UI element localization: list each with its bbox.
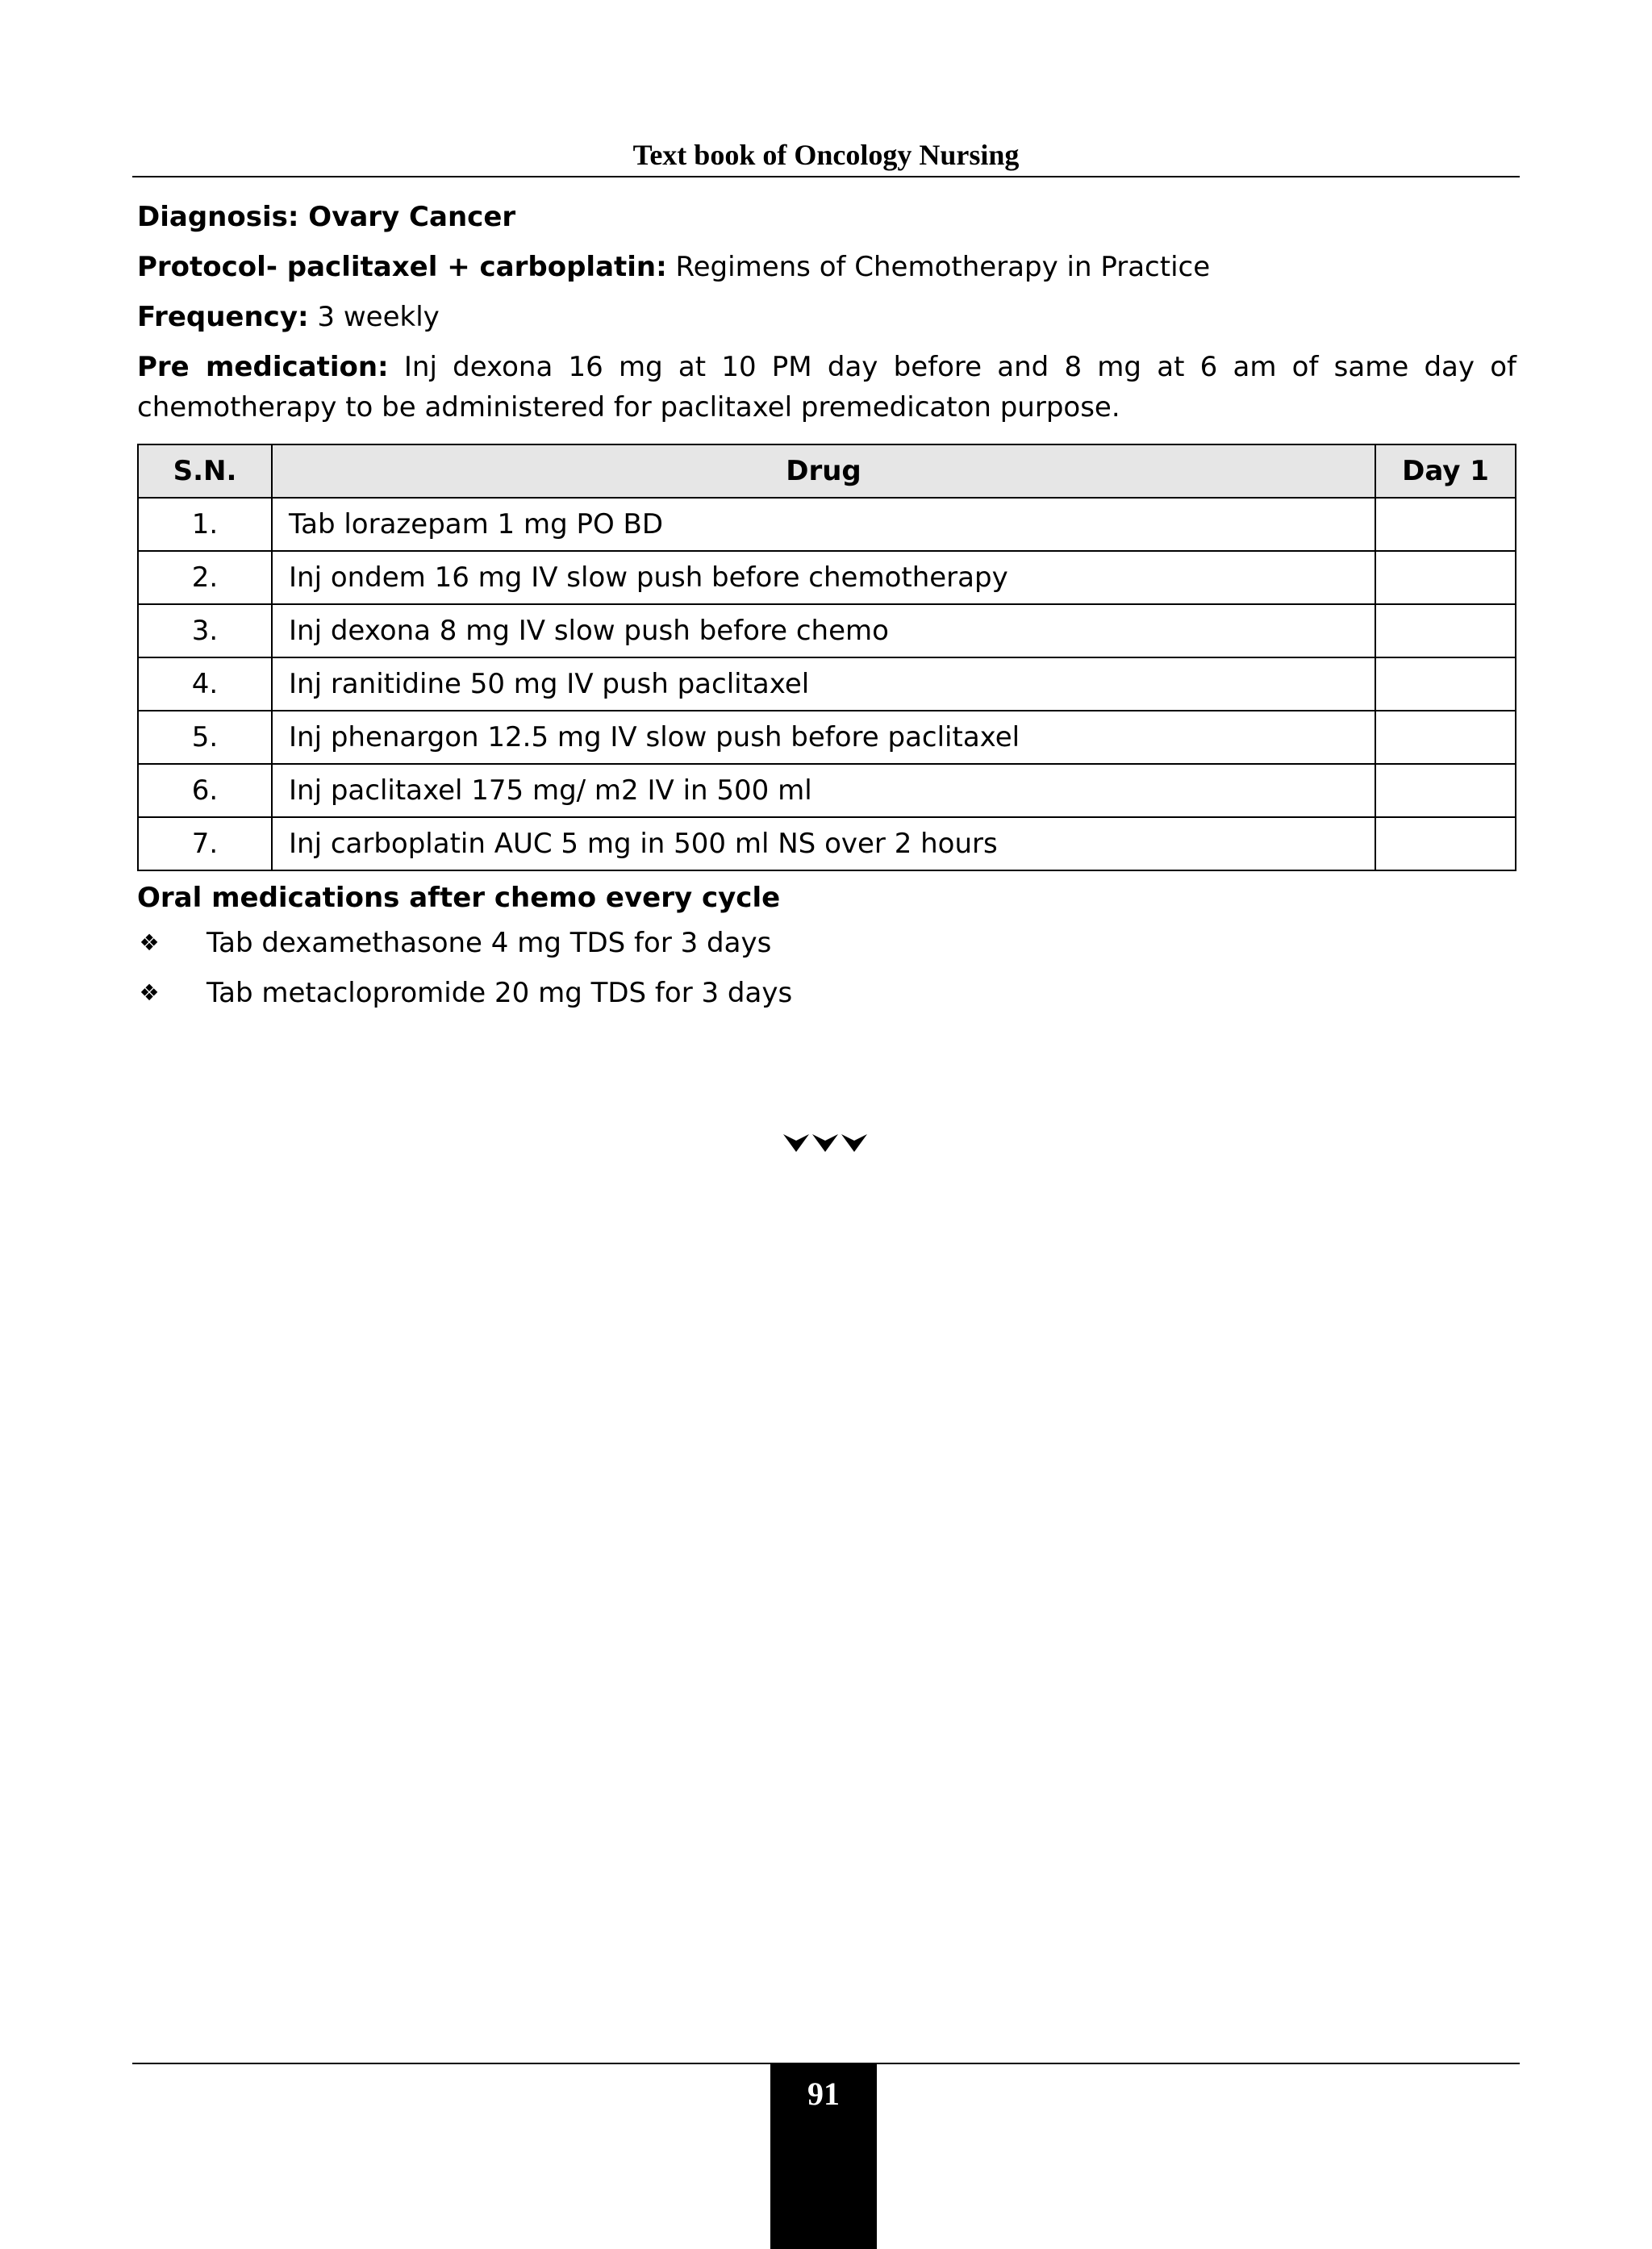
row-day-1 [1375,817,1516,870]
arrowhead-icon [812,1134,838,1152]
row-drug: Inj ondem 16 mg IV slow push before chemotherapy [272,551,1375,604]
protocol-label: Protocol- paclitaxel + carboplatin: [137,251,667,283]
row-day-1 [1375,604,1516,657]
protocol-value: Regimens of Chemotherapy in Practice [666,251,1211,283]
row-drug: Inj phenargon 12.5 mg IV slow push before paclitaxel [272,711,1375,764]
table-header-row [138,444,1516,498]
four-diamond-bullet-icon: ❖ [139,979,160,1006]
row-day-1 [1375,657,1516,711]
premedication-value: Inj dexona 16 mg at 10 PM day before and 8 mg at 6 am of same day of chemotherapy to be administered for paclitaxel premedicaton purpose. [137,351,1516,424]
four-diamond-bullet-icon: ❖ [139,929,160,956]
row-sn: 7. [138,817,272,870]
row-drug: Inj ranitidine 50 mg IV push paclitaxel [272,657,1375,711]
header-drug: Drug [272,444,1375,498]
table-row [138,604,1516,657]
row-sn: 6. [138,764,272,817]
row-sn: 1. [138,498,272,551]
protocol-line [137,247,1516,287]
row-drug: Inj paclitaxel 175 mg/ m2 IV in 500 ml [272,764,1375,817]
table-row [138,817,1516,870]
row-drug: Tab lorazepam 1 mg PO BD [272,498,1375,551]
oral-medications-list [137,918,1516,1018]
row-sn: 4. [138,657,272,711]
triple-arrowhead-ornament-icon [0,1131,1652,1162]
row-day-1 [1375,551,1516,604]
table-row [138,711,1516,764]
row-day-1 [1375,711,1516,764]
frequency-label: Frequency: [137,301,309,333]
premedication-paragraph [137,347,1516,428]
list-item [137,918,1516,968]
frequency-value: 3 weekly [308,301,440,333]
list-item [137,968,1516,1018]
table-row [138,657,1516,711]
header-sn: S.N. [138,444,272,498]
diagnosis-line: Diagnosis: Ovary Cancer [137,201,516,233]
row-drug: Inj dexona 8 mg IV slow push before chemo [272,604,1375,657]
row-sn: 2. [138,551,272,604]
list-item-text: Tab dexamethasone 4 mg TDS for 3 days [206,927,772,959]
premedication-label: Pre medication: [137,351,389,383]
page-header-title: Text book of Oncology Nursing [632,139,1020,171]
header-divider [132,176,1520,177]
arrowhead-ornament-graphic [782,1131,870,1155]
frequency-line [137,297,1516,337]
table-row [138,764,1516,817]
header-day-1: Day 1 [1375,444,1516,498]
row-sn: 5. [138,711,272,764]
page-number-box [770,2063,877,2249]
table-row [138,551,1516,604]
list-item-text: Tab metaclopromide 20 mg TDS for 3 days [206,977,793,1009]
page-number: 91 [807,2076,840,2112]
table-row [138,498,1516,551]
arrowhead-icon [841,1134,867,1152]
row-sn: 3. [138,604,272,657]
page-content [137,197,1516,1018]
arrowhead-icon [783,1134,809,1152]
oral-medications-title: Oral medications after chemo every cycle [137,882,781,914]
row-day-1 [1375,764,1516,817]
row-day-1 [1375,498,1516,551]
drug-table [137,444,1516,871]
row-drug: Inj carboplatin AUC 5 mg in 500 ml NS over 2 hours [272,817,1375,870]
